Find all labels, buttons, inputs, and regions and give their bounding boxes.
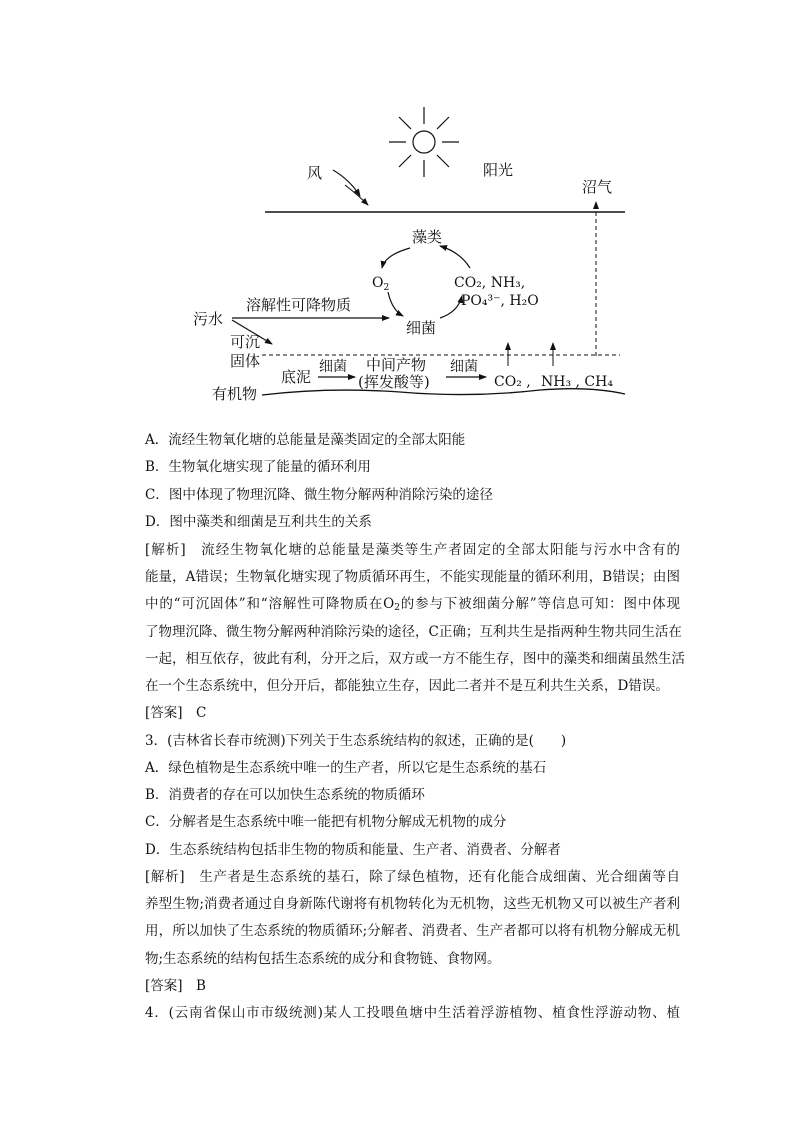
- wind-label: 风: [307, 164, 323, 182]
- sunlight-label: 阳光: [483, 161, 514, 179]
- q2-analysis-line-1: [解析] 流经生物氧化塘的总能量是藻类等生产者固定的全部太阳能与污水中含有的: [145, 542, 680, 558]
- q2-option-c: C．图中体现了物理沉降、微生物分解两种消除污染的途径: [145, 487, 493, 503]
- marsh-gas-label: 沼气: [582, 178, 613, 196]
- soluble-matter-label: 溶解性可降物质: [246, 296, 352, 314]
- q2-analysis-line-3: 中的“可沉固体”和“溶解性可降物质在$O_2$的参与下被细菌分解”等信息可知：图中体现: [145, 596, 680, 613]
- q2-option-d: D．图中藻类和细菌是互利共生的关系: [145, 514, 372, 530]
- q3-option-c: C．分解者是生态系统中唯一能把有机物分解成无机物的成分: [145, 814, 507, 830]
- settleable-label-1: 可沉: [230, 333, 261, 351]
- q3-answer: [答案] B: [145, 978, 206, 994]
- sewage-label: 污水: [193, 310, 224, 328]
- q3-option-b: B．消费者的存在可以加快生态系统的物质循环: [145, 787, 425, 803]
- q3-option-d: D．生态系统结构包括非生物的物质和能量、生产者、消费者、分解者: [145, 842, 561, 858]
- q2-analysis-line-5: 一起，相互依存，彼此有利，分开之后，双方或一方不能生存，图中的藻类和细菌虽然生活: [145, 651, 685, 667]
- oxidation-pond-diagram: [0, 0, 794, 420]
- q3-option-a: A．绿色植物是生态系统中唯一的生产者，所以它是生态系统的基石: [145, 760, 547, 776]
- q3-stem: 3．(吉林省长春市统测)下列关于生态系统结构的叙述，正确的是( ): [145, 733, 567, 749]
- volatile-acid-label: (挥发酸等): [358, 373, 430, 391]
- intermediate-label: 中间产物: [366, 356, 427, 374]
- po4-h2o-label: PO₄³⁻, H₂O: [461, 293, 539, 309]
- q2-analysis-line-6: 在一个生态系统中，但分开后，都能独立生存，因此二者并不是互利共生关系，D错误。: [145, 678, 669, 694]
- bacteria-upper-label: 细菌: [406, 319, 437, 337]
- q2-answer: [答案] C: [145, 705, 207, 721]
- co2-nh3-label: CO₂, NH₃,: [454, 275, 526, 291]
- bacteria-left-label: 细菌: [319, 359, 347, 375]
- algae-label: 藻类: [412, 228, 443, 246]
- organic-matter-label: 有机物: [212, 385, 258, 403]
- q3-analysis-line-4: 物;生态系统的结构包括生态系统的成分和食物链、食物网。: [145, 951, 501, 967]
- o2-label: $O_2$: [372, 275, 390, 293]
- settleable-label-2: 固体: [230, 352, 261, 370]
- co2-label: CO₂ ,: [494, 374, 531, 390]
- nh3-ch4-label: NH₃ , CH₄: [541, 374, 613, 390]
- q2-option-a: A．流经生物氧化塘的总能量是藻类固定的全部太阳能: [145, 432, 466, 448]
- q3-analysis-line-2: 养型生物;消费者通过自身新陈代谢将有机物转化为无机物，这些无机物又可以被生产者利: [145, 896, 680, 912]
- sun-icon: [389, 107, 459, 177]
- q2-analysis-line-2: 能量，A错误；生物氧化塘实现了物质循环再生，不能实现能量的循环利用，B错误；由图: [145, 569, 680, 585]
- wind-arrows: [333, 170, 368, 205]
- bacteria-right-label: 细菌: [450, 359, 478, 375]
- q4-stem: 4．(云南省保山市市级统测)某人工投喂鱼塘中生活着浮游植物、植食性浮游动物、植: [145, 1005, 680, 1021]
- q3-analysis-line-3: 用，所以加快了生态系统的物质循环;分解者、消费者、生产者都可以将有机物分解成无机: [145, 923, 680, 939]
- q2-option-b: B．生物氧化塘实现了能量的循环利用: [145, 459, 371, 475]
- q2-analysis-line-4: 了物理沉降、微生物分解两种消除污染的途径，C正确；互利共生是指两种生物共同生活在: [145, 624, 682, 640]
- q3-analysis-line-1: [解析] 生产者是生态系统的基石，除了绿色植物，还有化能合成细菌、光合细菌等自: [145, 869, 680, 885]
- sludge-label: 底泥: [281, 368, 312, 386]
